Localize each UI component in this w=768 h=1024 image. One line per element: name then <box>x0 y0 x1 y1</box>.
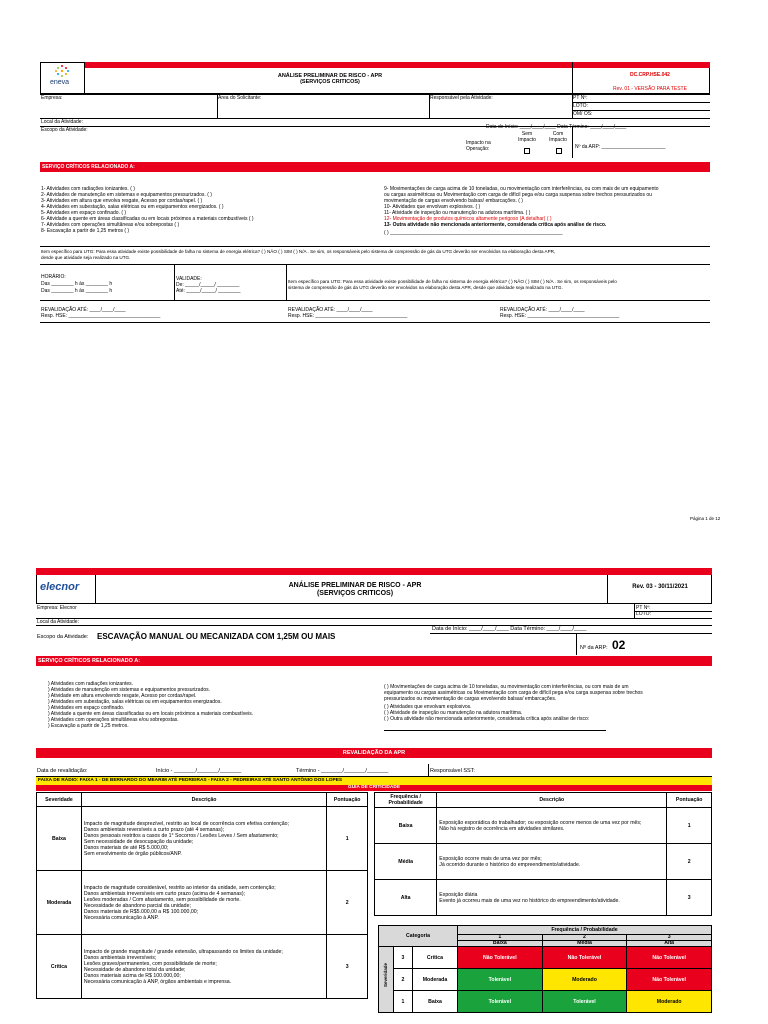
p2-escopo-label: Escopo da Atividade: <box>37 634 89 640</box>
p1-empresa-label: Empresa: <box>41 95 63 101</box>
p2-left-item: ) Atividades em espaço confinado. <box>48 705 125 711</box>
p1-right-item: ou cargas assimétricas ou Movimentação com carga de difícil pega e/ou carga suspensa sobre trechos pressurizados ou <box>384 192 652 198</box>
p2-right-item: ( ) Outra atividade não mencionada anteriormente, considerada crítica após análise de risco: <box>384 716 590 722</box>
sev-name: Crítica <box>37 935 82 999</box>
p1-section-bar <box>40 162 710 172</box>
p1-revision: Rev. 01 - VERSÃO PARA TESTE <box>613 86 687 92</box>
matrix-row-number: 1 <box>394 991 413 1013</box>
matrix-row-number: 2 <box>394 969 413 991</box>
p1-validade-ate: Até: _____/_____/ ________ <box>176 288 241 294</box>
p1-left-item: 1- Atividades com radiações ionizantes. ( ) <box>41 186 135 192</box>
eneva-logo-icon <box>52 64 72 78</box>
p1-com-impacto: Com Impacto <box>549 131 567 143</box>
p1-n-arp: Nº da ARP: _______________________ <box>575 144 666 150</box>
p1-sem-impacto: Sem Impacto <box>518 131 536 143</box>
freq-header: Frequência / Probabilidade <box>375 793 437 808</box>
p1-reval-1: REVALIDAÇÃO ATÉ: ____/____/____ <box>41 307 126 313</box>
freq-name: Alta <box>375 880 437 916</box>
matrix-row-label: Moderada <box>413 969 458 991</box>
p2-right-item: ( ) Atividade de inspeção ou manutenção na adutora marítima. <box>384 710 523 716</box>
p1-left-item: 5- Atividades em espaço confinado. ( ) <box>41 210 127 216</box>
p1-escopo-label: Escopo da Atividade: <box>41 127 88 133</box>
p1-resp-1: Resp. HSE: _________________________________ <box>41 313 161 319</box>
p2-left-item: ) Escavação a partir de 1,25 metros. <box>48 723 129 729</box>
p2-left-item: ) Atividades de manutenção em sistemas e equipamentos pressurizados. <box>48 687 211 693</box>
sev-desc: Impacto de grande magnitude / grande extensão, ultrapassando os limites da unidade; Danos ambientais irreversíveis; Lesões graves/permanentes, com possibilidade de morte; Necessidade de abandono total da unidade; Danos materiais acima de R$ 100.000,00; Necessária comunicação à ANP, órgãos ambientais e imprensa. <box>81 935 326 999</box>
frequency-table <box>374 792 712 916</box>
p1-left-item: 4- Atividades em subestação, salas elétricas ou em equipamentos energizados. ( ) <box>41 204 224 210</box>
freq-desc: Exposição ocorre mais de uma vez por mês; Já ocorrido durante o histórico do empreendimento/atividade. <box>437 844 667 880</box>
p1-doc-code: DC.CRP.HSE.042 <box>630 72 670 78</box>
p1-impacto-operacao: Impacto na Operação: <box>466 140 491 152</box>
matrix-col-number: 2 <box>542 935 627 941</box>
p1-subtitle: (SERVIÇOS CRITICOS) <box>300 79 360 85</box>
matrix-col-label: Média <box>542 941 627 947</box>
p2-right-item: ( ) Movimentações de carga acima de 10 toneladas, ou movimentação com interferências, ou com mais de um <box>384 684 629 690</box>
elecnor-logo-text: elecnor <box>40 581 80 593</box>
p1-left-item: 7- Atividades com operações simultâneas e/ou sobrepostas ( ) <box>41 222 180 228</box>
p1-left-item: 8- Escavação a partir de 1,25 metros ( ) <box>41 228 130 234</box>
p1-right-item: 11- Atividade de inspeção ou manutenção na adutora marítima. ( ) <box>384 210 531 216</box>
p1-right-item-bold: 13- Outra atividade não mencionada anteriormente, considerada crítica após análise de risco. <box>384 222 607 228</box>
matrix-sev-label-text: Severidade <box>383 962 388 987</box>
p1-com-impacto-checkbox[interactable] <box>556 148 562 154</box>
matrix-cell: Não Tolerável <box>458 947 543 969</box>
matrix-cell: Tolerável <box>458 969 543 991</box>
p1-title: ANÁLISE PRELIMINAR DE RISCO - APR <box>277 73 383 79</box>
freq-name: Média <box>375 844 437 880</box>
p1-left-item: 6- Atividade a quente em áreas classificadas ou em locais próximos a materiais combustíveis ( ) <box>41 216 254 222</box>
p1-reval-2: REVALIDAÇÃO ATÉ: ____/____/____ <box>288 307 373 313</box>
matrix-cell: Moderado <box>542 969 627 991</box>
p1-horario-label: HORÁRIO: <box>41 274 66 280</box>
p1-local-label: Local da Atividade: <box>41 119 83 125</box>
freq-score: 3 <box>667 880 712 916</box>
p1-dates: Data de Início: ____/____/____ Data Término: ____/____/____ <box>486 124 627 130</box>
freq-name: Baixa <box>375 808 437 844</box>
matrix-cell: Tolerável <box>458 991 543 1013</box>
p1-sem-impacto-checkbox[interactable] <box>524 148 530 154</box>
p1-right-item: 9- Movimentações de carga acima de 10 toneladas, ou movimentação com interferências, ou com mais de um equipamento <box>384 186 659 192</box>
sev-score: 1 <box>327 807 368 871</box>
p2-title: ANÁLISE PRELIMINAR DE RISCO - APR <box>288 582 422 589</box>
p2-header-red-bar <box>36 568 712 575</box>
p2-guia-title: GUIA DE CRITICIDADE <box>347 785 401 790</box>
matrix-cell: Tolerável <box>542 991 627 1013</box>
p1-area-label: Área do Solicitante: <box>218 95 262 101</box>
p2-pt-label: PT Nº: <box>636 605 651 611</box>
p1-horario-line-1: Das ________ h às ________ h <box>41 281 113 287</box>
matrix-row-label: Crítica <box>413 947 458 969</box>
matrix-row-number: 3 <box>394 947 413 969</box>
p1-right-item-last: ( ) ______________________________________________________________ <box>384 230 563 236</box>
p2-faixa-text: FAIXA DE RÁDIO: FAIXA 1 - DE BERNARDO DO MEARIM ATÉ PEDREIRAS - FAIXA 2 - PEDREIRAS ATÉ SANTO ANTÔNIO DOS LOPES <box>38 778 343 783</box>
p2-termino: Término - _______/_______/_______ <box>296 768 389 774</box>
freq-score: 2 <box>667 844 712 880</box>
matrix-sev-label <box>379 947 394 1013</box>
freq-desc: Exposição diária Evento já ocorreu mais de uma vez no histórico do empreendimento/atividade. <box>437 880 667 916</box>
matrix-categoria: Categoria <box>379 926 458 947</box>
p1-right-item: movimentação de cargas envolvendo balsas/ embarcações. ( ) <box>384 198 523 204</box>
p2-inicio: Início - _______/_______/_______ <box>156 768 242 774</box>
p1-resp-3: Resp. HSE: _________________________________ <box>500 313 620 319</box>
p1-header-red-bar <box>85 62 572 68</box>
risk-matrix <box>378 925 712 1013</box>
freq-score: 1 <box>667 808 712 844</box>
sev-desc: Impacto de magnitude considerável, restrito ao interior da unidade, sem contenção; Danos ambientais irreversíveis em curto prazo (acima de 4 semanas); Lesões moderadas / Com afastamento, sem possibilidade de morte. Necessidade de abandono parcial da unidade; Danos materiais de R$5.000,00 a R$ 100.000,00; Necessária comunicação à ANP. <box>81 871 326 935</box>
page-number: Página 1 de 12 <box>690 516 721 521</box>
p2-left-item: ) Atividade em altura envolvendo resgate, Acesso por cordas/rapel. <box>48 693 197 699</box>
matrix-col-label: Baixa <box>458 941 543 947</box>
p1-utg-text-2: desde que atividade seja realizado na UTG. <box>41 255 131 260</box>
freq-desc: Exposição esporádica do trabalhador; ou exposição ocorre menos de uma vez por mês; Não há registro de ocorrência em atividades similares. <box>437 808 667 844</box>
p1-section-title: SERVIÇO CRÍTICOS RELACIONADO A: <box>42 164 135 170</box>
p2-right-item: equipamento ou cargas assimétricas ou Movimentação com carga de difícil pega e/ou carga suspensa sobre trechos <box>384 690 643 696</box>
p2-section-title: SERVIÇO CRÍTICOS RELACIONADO A: <box>38 658 141 664</box>
p2-left-item: ) Atividades em subestação, salas elétricas ou em equipamentos energizados. <box>48 699 222 705</box>
p1-horario-line-2: Das ________ h às ________ h <box>41 288 113 294</box>
matrix-row-label: Baixa <box>413 991 458 1013</box>
p1-right-item: 10- Atividades que envolvam explosivos. ( ) <box>384 204 481 210</box>
p1-utg-right-2: sistema de compressão de gás da UTG deverão ser envolvidos na elaboração desta APR, desde que atividade seja realizado na UTG. <box>288 285 563 290</box>
freq-header: Descrição <box>437 793 667 808</box>
p1-validade-de: De: _____/_____/ ________ <box>176 282 240 288</box>
matrix-cell: Não Tolerável <box>627 969 712 991</box>
eneva-logo-text: eneva <box>50 79 70 86</box>
p2-n-arp-label: Nº da ARP: <box>580 645 608 651</box>
p1-utg-right-1: Item específico para UTG: Para essa atividade existe possibilidade de falha no sistema de energia elétrica? ( ) NÃO ( ) SIM ( ) N/A . Se sim, os responsáveis pelo <box>288 279 617 284</box>
p2-reval-date: Data de revalidação: <box>37 768 88 774</box>
freq-header: Pontuação <box>667 793 712 808</box>
matrix-cell: Não Tolerável <box>627 947 712 969</box>
p1-utg-text-1: Item específico para UTG: Para essa atividade existe possibilidade de falha no sistema de energia elétrica? ( ) NÃO ( ) SIM ( ) N/A . Se sim, os responsáveis pelo sistema de compressão de gás da UTG deverão ser envolvidos na elaboração desta APR, <box>41 249 556 254</box>
p1-responsavel-label: Responsável pela Atividade: <box>430 95 493 101</box>
matrix-col-label: Alta <box>627 941 712 947</box>
sev-score: 3 <box>327 935 368 999</box>
sev-name: Moderada <box>37 871 82 935</box>
p2-right-item: ( ) Atividades que envolvam explosivos. <box>384 704 472 710</box>
p2-dates: Data de Início: ____/____/____ Data Término: ____/____/____ <box>432 626 587 632</box>
p2-n-arp-value: 02 <box>612 638 626 652</box>
p2-empresa: Empresa: Elecnor <box>37 605 77 611</box>
p2-loto-label: LOTO: <box>636 611 651 617</box>
p2-subtitle: (SERVIÇOS CRITICOS) <box>316 590 394 597</box>
p1-om-label: OM/ OS: <box>573 111 593 117</box>
p1-reval-3: REVALIDAÇÃO ATÉ: ____/____/____ <box>500 307 585 313</box>
matrix-col-number: 1 <box>458 935 543 941</box>
sev-score: 2 <box>327 871 368 935</box>
sev-header: Severidade <box>37 793 82 807</box>
p2-left-item: ) Atividades com operações simultâneas e/ou sobrepostas. <box>48 717 179 723</box>
p2-left-item: ) Atividades com radiações ionizantes. <box>48 681 134 687</box>
p1-right-item-red: 12- Movimentação de produtos químicos altamente perigoso (A detalhar) ( ) <box>384 216 552 222</box>
matrix-cell: Moderado <box>627 991 712 1013</box>
matrix-col-number: 3 <box>627 935 712 941</box>
p1-left-item: 2- Atividades de manutenção em sistemas e equipamentos pressurizados. ( ) <box>41 192 212 198</box>
matrix-cell: Não Tolerável <box>542 947 627 969</box>
p2-revision: Rev. 03 - 30/11/2021 <box>632 584 688 590</box>
p1-left-item: 3- Atividades em altura que envolva resgate, Acesso por cordas/rapel. ( ) <box>41 198 203 204</box>
p1-resp-2: Resp. HSE: _________________________________ <box>288 313 408 319</box>
p2-escopo-value: ESCAVAÇÃO MANUAL OU MECANIZADA COM 1,25M OU MAIS <box>97 632 336 641</box>
sev-desc: Impacto de magnitude desprezível, restrito ao local de ocorrência com efetiva contenção; Danos ambientais reversíveis a curto prazo (até 4 semanas); Danos pessoais restritos a casos de 1° Socorros / Lesões Leves / Sem afastamento; Sem necessidade de desocupação da unidade; Danos materiais de até R$ 5.000,00; Sem envolvimento de órgão públicos/ANP. <box>81 807 326 871</box>
p2-resp-sst: Responsável SST: <box>430 768 475 774</box>
p2-reval-title: REVALIDAÇÃO DA APR <box>342 750 406 756</box>
sev-header: Pontuação <box>327 793 368 807</box>
p1-validade-label: VALIDADE: <box>176 276 202 282</box>
sev-name: Baixa <box>37 807 82 871</box>
severity-table <box>36 792 368 999</box>
p2-left-item: ) Atividade a quente em áreas classificadas ou em locais próximos a materiais combustíveis. <box>48 711 254 717</box>
p1-loto-label: LOTO: <box>573 103 588 109</box>
sev-header: Descrição <box>81 793 326 807</box>
p1-pt-label: PT Nº: <box>573 95 588 101</box>
p2-local: Local da Atividade: <box>37 619 79 625</box>
matrix-freq-title: Frequência / Probabilidade <box>458 926 712 935</box>
p2-right-item: pressurizados ou movimentação de cargas envolvendo balsas/ embarcações. <box>384 696 557 702</box>
